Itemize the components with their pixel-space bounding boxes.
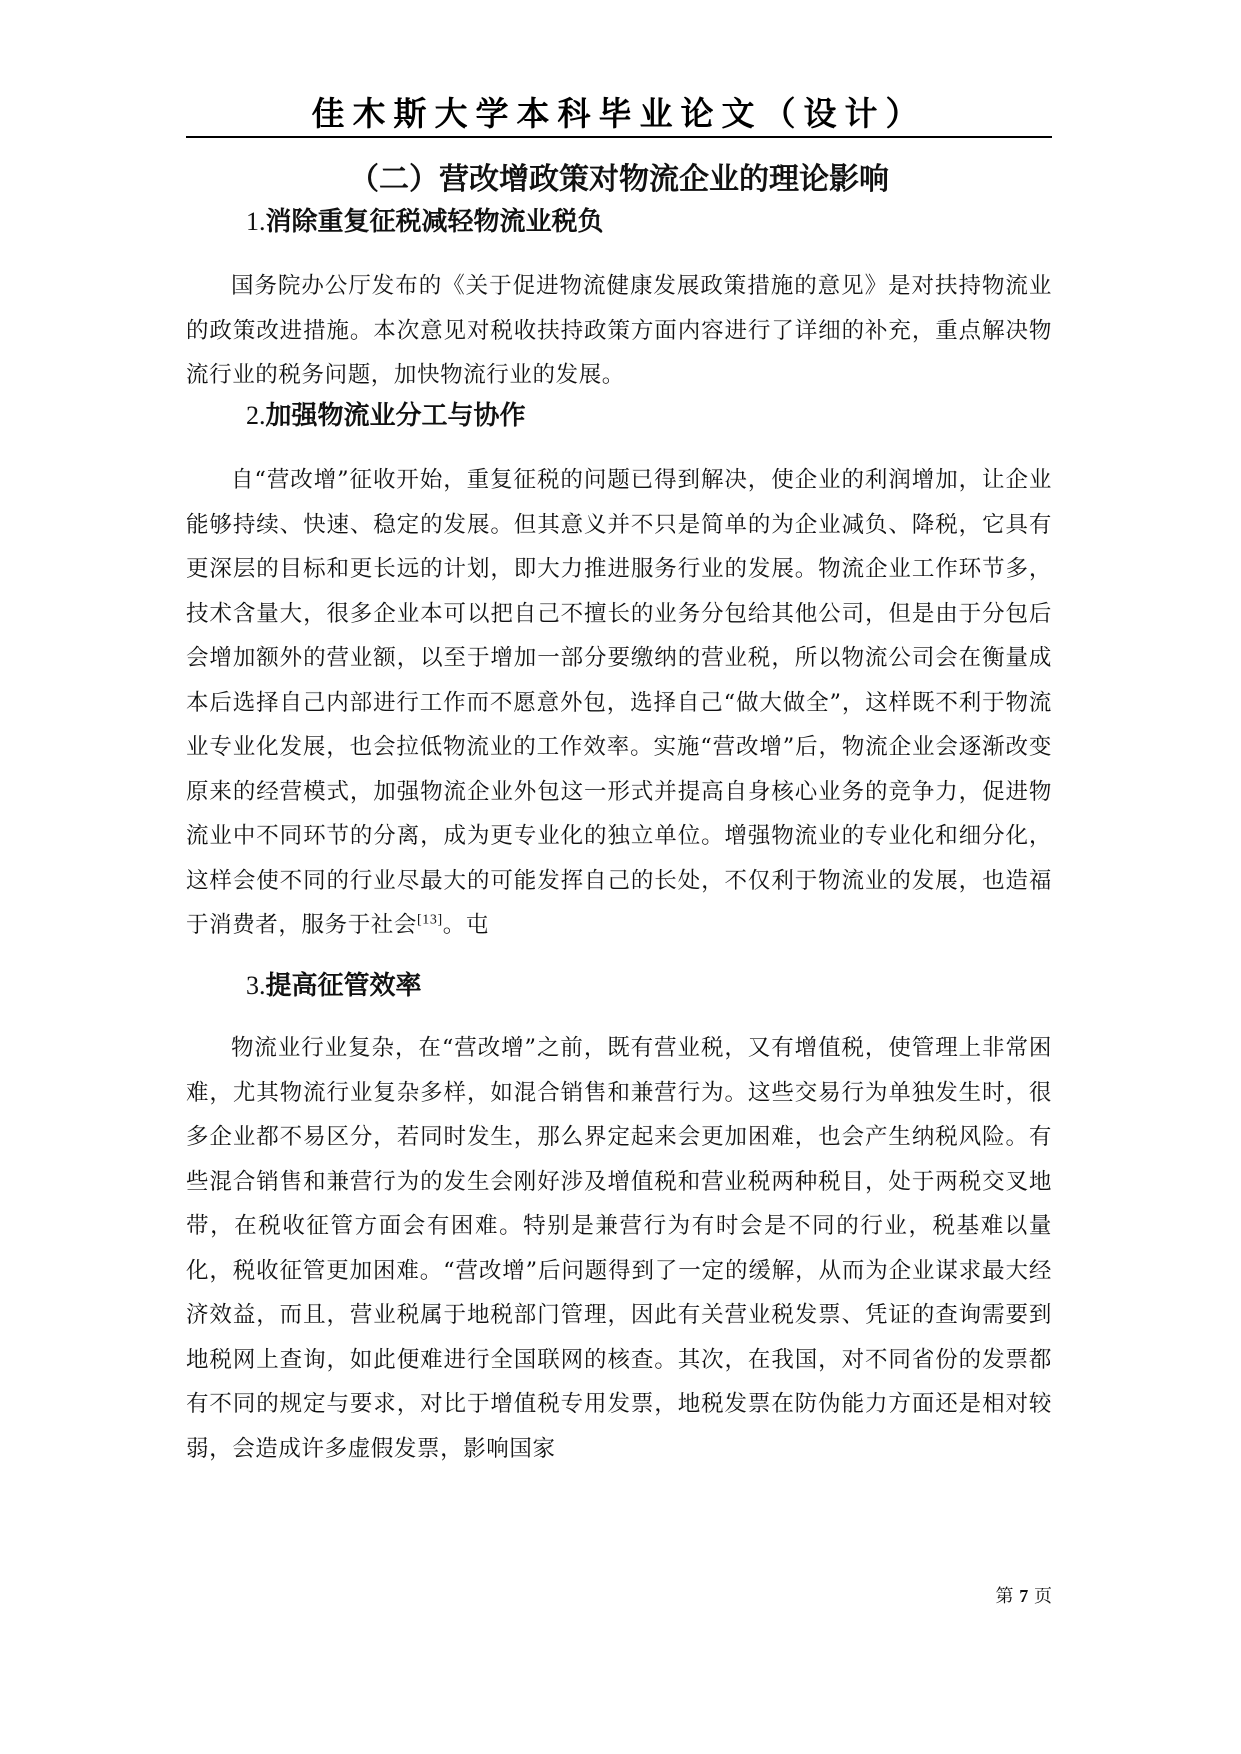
page-number-prefix: 第 (995, 1586, 1014, 1607)
subsection-3-number: 3. (246, 971, 266, 1000)
subsection-1-title: 消除重复征税减轻物流业税负 (265, 207, 604, 237)
subsection-3-paragraph: 物流业行业复杂，在“营改增”之前，既有营业税，又有增值税，使管理上非常困难，尤其物流行业复杂多样，如混合销售和兼营行为。这些交易行为单独发生时，很多企业都不易区分，若同时发生，那么界定起来会更加困难，也会产生纳税风险。有些混合销售和兼营行为的发生会刚好涉及增值税和营业税两种税目，处于两税交叉地带，在税收征管方面会有困难。特别是兼营行为有时会是不同的行业，税基难以量化，税收征管更加困难。“营改增”后问题得到了一定的缓解，从而为企业谋求最大经济效益，而且，营业税属于地税部门管理，因此有关营业税发票、凭证的查询需要到地税网上查询，如此便难进行全国联网的核查。其次，在我国，对不同省份的发票都有不同的规定与要求，对比于增值税专用发票，地税发票在防伪能力方面还是相对较弱，会造成许多虚假发票，影响国家 (186, 1035, 1052, 1462)
subsection-2-title: 加强物流业分工与协作 (265, 401, 526, 431)
page-number-footer (900, 1584, 1052, 1609)
page-number: 7 (1019, 1586, 1029, 1606)
subsection-1-paragraph: 国务院办公厅发布的《关于促进物流健康发展政策措施的意见》是对扶持物流业的政策改进措施。本次意见对税收扶持政策方面内容进行了详细的补充，重点解决物流行业的税务问题，加快物流行业的发展。 (186, 273, 1052, 388)
subsection-2-text: 自“营改增”征收开始，重复征税的问题已得到解决，使企业的利润增加，让企业能够持续、快速、稳定的发展。但其意义并不只是简单的为企业减负、降税，它具有更深层的目标和更长远的计划，即大力推进服务行业的发展。物流企业工作环节多，技术含量大，很多企业本可以把自己不擅长的业务分包给其他公司，但是由于分包后会增加额外的营业额，以至于增加一部分要缴纳的营业税，所以物流公司会在衡量成本后选择自己内部进行工作而不愿意外包，选择自己“做大做全”，这样既不利于物流业专业化发展，也会拉低物流业的工作效率。实施“营改增”后，物流企业会逐渐改变原来的经营模式，加强物流企业外包这一形式并提高自身核心业务的竞争力，促进物流业中不同环节的分离，成为更专业化的独立单位。增强物流业的专业化和细分化，这样会使不同的行业尽最大的可能发挥自己的长处，不仅利于物流业的发展，也造福于消费者，服务于社会 (186, 467, 1052, 938)
header-rule (186, 136, 1052, 138)
subsection-2-heading (246, 398, 526, 434)
section-title: （二）营改增政策对物流企业的理论影响 (349, 162, 889, 197)
subsection-3-title: 提高征管效率 (265, 971, 422, 1001)
running-header: 佳木斯大学本科毕业论文（设计） (311, 94, 927, 133)
page-number-suffix: 页 (1034, 1586, 1052, 1607)
subsection-2-paragraph (186, 458, 1052, 948)
subsection-1-number: 1. (246, 207, 266, 236)
subsection-2-tail: 。屯 (442, 912, 489, 938)
subsection-2-number: 2. (246, 401, 266, 430)
subsection-3-heading (246, 968, 422, 1004)
subsection-1-heading (246, 204, 604, 240)
citation-ref: [13] (417, 912, 443, 928)
